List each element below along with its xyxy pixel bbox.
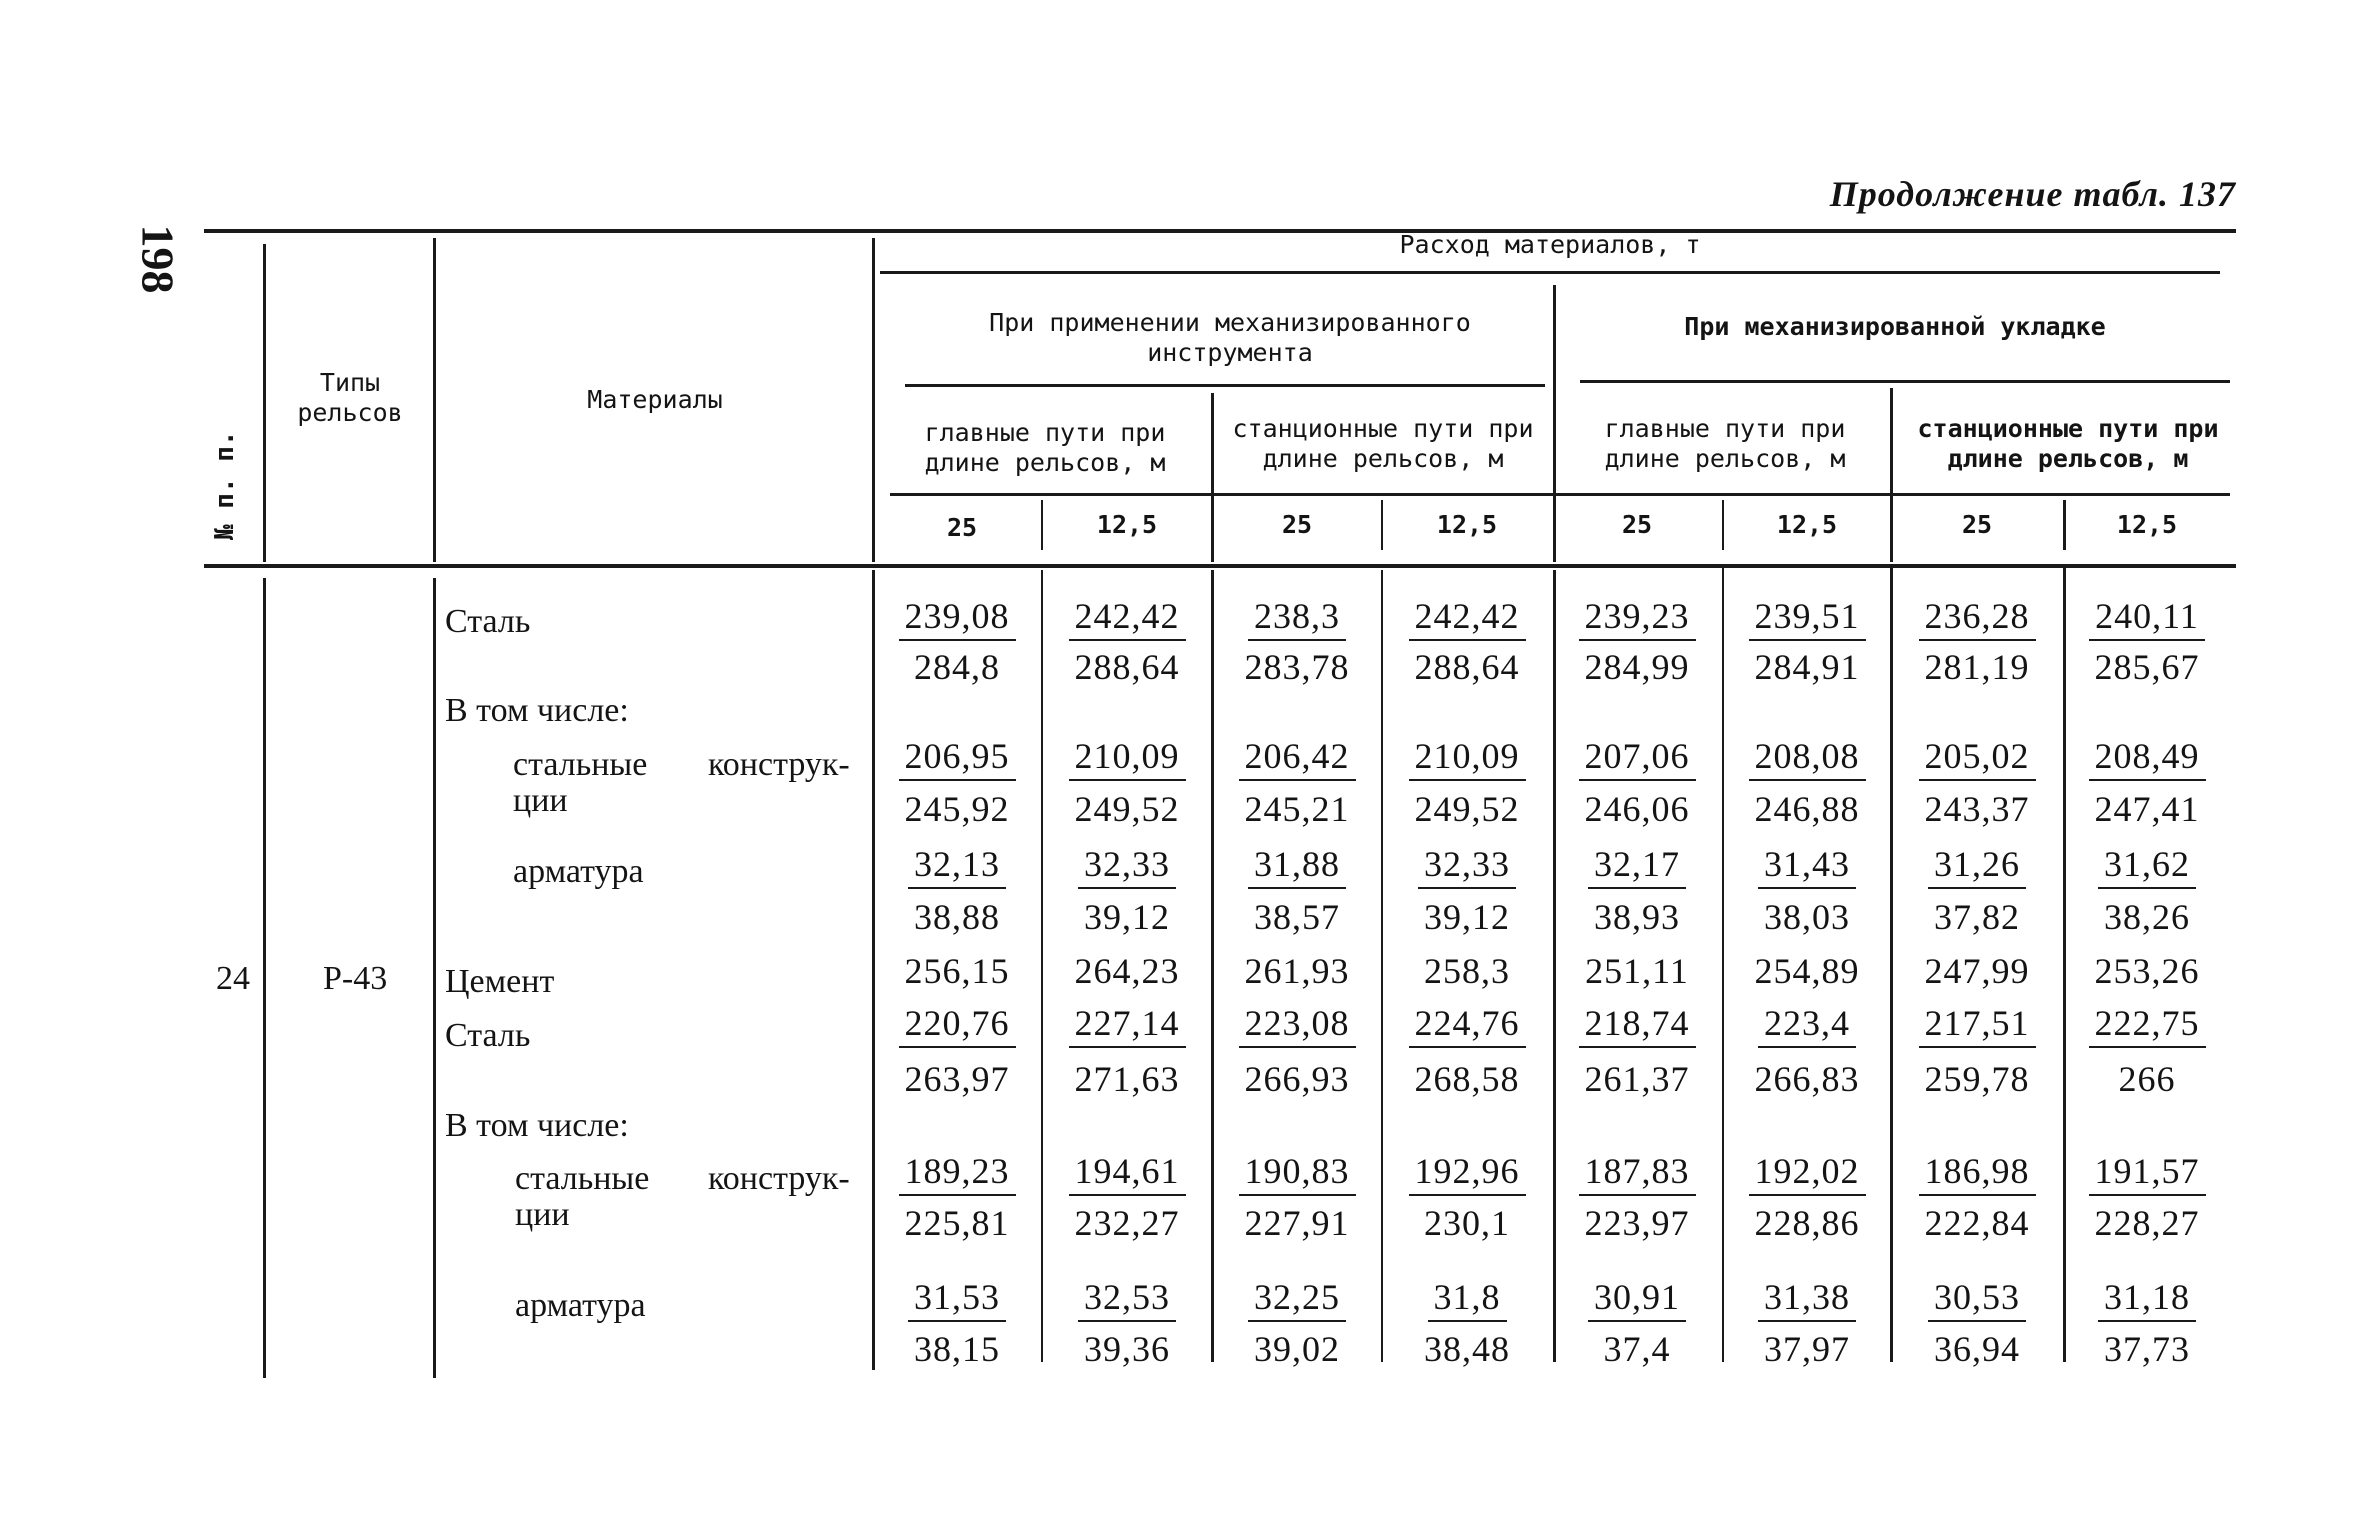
value-text: 32,53 — [1078, 1276, 1176, 1322]
rail-type: Р-43 — [323, 960, 388, 997]
value-cell — [1902, 1150, 2052, 1196]
sub-station-tool-header: станционные пути при длине рельсов, м — [1232, 414, 1534, 473]
value-cell — [2072, 1276, 2222, 1322]
value-cell — [882, 843, 1032, 889]
value-cell — [1732, 646, 1882, 688]
value-text: 223,08 — [1239, 1002, 1356, 1048]
value-cell — [1392, 1328, 1542, 1370]
value-cell — [1392, 843, 1542, 889]
value-cell — [1052, 788, 1202, 830]
value-text: 284,99 — [1584, 647, 1690, 687]
value-cell — [2072, 843, 2222, 889]
value-text: 37,82 — [1934, 897, 2020, 937]
value-text: 245,92 — [904, 789, 1010, 829]
value-cell — [1052, 1328, 1202, 1370]
value-text: 266 — [2118, 1059, 2176, 1099]
value-text: 32,33 — [1078, 843, 1176, 889]
length-header: 25 — [946, 513, 978, 542]
group-tool-rule — [905, 384, 1545, 387]
value-text: 36,94 — [1934, 1329, 2020, 1369]
value-text: 38,48 — [1424, 1329, 1510, 1369]
value-text: 242,42 — [1069, 595, 1186, 641]
value-text: 208,08 — [1749, 735, 1866, 781]
value-cell — [2072, 1058, 2222, 1100]
value-text: 224,76 — [1409, 1002, 1526, 1048]
material-constructions-cont: конструк- — [708, 1160, 850, 1197]
material-constructions-end: ции — [515, 1196, 570, 1233]
value-cell — [1052, 896, 1202, 938]
header-vline-6 — [1890, 388, 1893, 562]
value-cell — [1732, 1150, 1882, 1196]
value-cell — [1902, 735, 2052, 781]
length-header: 12,5 — [1776, 510, 1838, 539]
value-cell — [1732, 896, 1882, 938]
sub-main-mech-header: главные пути при длине рельсов, м — [1604, 414, 1846, 473]
value-text: 31,53 — [908, 1276, 1006, 1322]
value-cell — [1902, 646, 2052, 688]
value-cell — [1052, 1150, 1202, 1196]
value-text: 247,41 — [2094, 789, 2200, 829]
row-number: 24 — [216, 960, 250, 997]
value-text: 228,27 — [2094, 1203, 2200, 1243]
value-text: 251,11 — [1585, 951, 1689, 991]
value-text: 189,23 — [899, 1150, 1016, 1196]
value-text: 246,06 — [1584, 789, 1690, 829]
consumption-header: Расход материалов, т — [1399, 230, 1701, 259]
value-cell — [2072, 950, 2222, 992]
value-text: 37,73 — [2104, 1329, 2190, 1369]
value-text: 220,76 — [899, 1002, 1016, 1048]
value-cell — [1562, 1150, 1712, 1196]
value-cell — [882, 788, 1032, 830]
value-cell — [2072, 896, 2222, 938]
value-text: 192,02 — [1749, 1150, 1866, 1196]
body-vline-10 — [2063, 565, 2066, 1362]
value-cell — [1222, 950, 1372, 992]
value-cell — [1902, 1202, 2052, 1244]
value-text: 256,15 — [904, 951, 1010, 991]
value-cell — [882, 1276, 1032, 1322]
value-text: 281,19 — [1924, 647, 2030, 687]
body-vline-3 — [872, 570, 875, 1370]
value-text: 230,1 — [1424, 1203, 1510, 1243]
body-vline-8 — [1722, 565, 1724, 1362]
body-vline-5 — [1211, 570, 1214, 1362]
value-text: 285,67 — [2094, 647, 2200, 687]
value-text: 232,27 — [1074, 1203, 1180, 1243]
body-vline-9 — [1890, 565, 1893, 1362]
value-text: 38,15 — [914, 1329, 1000, 1369]
value-cell — [1392, 1002, 1542, 1048]
value-cell — [1222, 1276, 1372, 1322]
value-text: 249,52 — [1414, 789, 1520, 829]
table-caption: Продолжение табл. 137 — [1829, 174, 2236, 214]
value-text: 218,74 — [1579, 1002, 1696, 1048]
value-text: 37,97 — [1764, 1329, 1850, 1369]
value-text: 30,91 — [1588, 1276, 1686, 1322]
value-text: 288,64 — [1414, 647, 1520, 687]
value-text: 207,06 — [1579, 735, 1696, 781]
value-text: 266,93 — [1244, 1059, 1350, 1099]
value-cell — [1052, 735, 1202, 781]
material-steel: Сталь — [445, 1017, 531, 1054]
value-text: 38,57 — [1254, 897, 1340, 937]
value-text: 283,78 — [1244, 647, 1350, 687]
value-cell — [1052, 1058, 1202, 1100]
value-cell — [1562, 646, 1712, 688]
value-text: 223,4 — [1758, 1002, 1856, 1048]
value-cell — [1392, 788, 1542, 830]
value-text: 39,12 — [1084, 897, 1170, 937]
value-text: 271,63 — [1074, 1059, 1180, 1099]
value-text: 39,36 — [1084, 1329, 1170, 1369]
value-text: 31,88 — [1248, 843, 1346, 889]
header-vline-10 — [2063, 500, 2066, 550]
material-including: В том числе: — [445, 1107, 629, 1144]
value-text: 246,88 — [1754, 789, 1860, 829]
value-cell — [2072, 1328, 2222, 1370]
col-materials-header: Материалы — [587, 385, 723, 414]
value-text: 30,53 — [1928, 1276, 2026, 1322]
col-num-header: № п. п. — [210, 430, 240, 540]
value-cell — [1052, 646, 1202, 688]
value-text: 31,26 — [1928, 843, 2026, 889]
value-text: 259,78 — [1924, 1059, 2030, 1099]
value-text: 243,37 — [1924, 789, 2030, 829]
value-cell — [1902, 950, 2052, 992]
value-cell — [1732, 1202, 1882, 1244]
value-cell — [1562, 788, 1712, 830]
value-cell — [1902, 843, 2052, 889]
material-constructions: стальные — [513, 746, 648, 783]
value-cell — [1052, 595, 1202, 641]
value-text: 39,12 — [1424, 897, 1510, 937]
value-cell — [1732, 1276, 1882, 1322]
value-text: 239,51 — [1749, 595, 1866, 641]
value-cell — [1222, 735, 1372, 781]
value-cell — [1732, 1058, 1882, 1100]
value-cell — [882, 896, 1032, 938]
value-text: 268,58 — [1414, 1059, 1520, 1099]
subgroup-rule — [890, 493, 2230, 496]
value-text: 223,97 — [1584, 1203, 1690, 1243]
value-cell — [1902, 595, 2052, 641]
group-tool-header: При применении механизированного инструмента — [989, 308, 1471, 367]
header-vline-2 — [433, 238, 436, 562]
header-vline-3 — [872, 238, 875, 562]
material-rebar: арматура — [513, 853, 644, 890]
value-cell — [1562, 950, 1712, 992]
material-constructions-cont: конструк- — [708, 746, 850, 783]
col-rail-header: Типы рельсов — [297, 368, 403, 427]
value-cell — [1052, 843, 1202, 889]
value-text: 38,03 — [1764, 897, 1850, 937]
value-cell — [882, 1202, 1032, 1244]
value-cell — [1392, 595, 1542, 641]
value-cell — [1562, 1328, 1712, 1370]
value-cell — [1222, 1002, 1372, 1048]
sub-main-tool-header: главные пути при длине рельсов, м — [924, 418, 1166, 477]
value-text: 190,83 — [1239, 1150, 1356, 1196]
value-cell — [1732, 735, 1882, 781]
value-text: 239,23 — [1579, 595, 1696, 641]
value-cell — [1392, 1276, 1542, 1322]
value-cell — [2072, 1150, 2222, 1196]
value-cell — [1732, 1328, 1882, 1370]
body-vline-1 — [263, 578, 266, 1378]
value-cell — [1902, 1002, 2052, 1048]
header-vline-7 — [1041, 500, 1043, 550]
value-text: 205,02 — [1919, 735, 2036, 781]
value-text: 253,26 — [2094, 951, 2200, 991]
body-vline-6 — [1381, 570, 1383, 1362]
value-cell — [2072, 1002, 2222, 1048]
value-text: 210,09 — [1069, 735, 1186, 781]
value-text: 206,42 — [1239, 735, 1356, 781]
value-cell — [1732, 950, 1882, 992]
value-text: 264,23 — [1074, 951, 1180, 991]
value-cell — [1222, 843, 1372, 889]
header-bottom-rule — [204, 564, 2236, 568]
value-cell — [1562, 843, 1712, 889]
value-text: 240,11 — [2089, 595, 2205, 641]
value-cell — [2072, 1202, 2222, 1244]
value-text: 284,91 — [1754, 647, 1860, 687]
value-text: 191,57 — [2089, 1150, 2206, 1196]
value-cell — [1392, 1150, 1542, 1196]
value-text: 239,08 — [899, 595, 1016, 641]
value-cell — [1392, 950, 1542, 992]
value-cell — [882, 646, 1032, 688]
value-cell — [1222, 595, 1372, 641]
value-text: 31,8 — [1428, 1276, 1507, 1322]
value-cell — [1732, 595, 1882, 641]
value-text: 37,4 — [1603, 1329, 1671, 1369]
value-text: 249,52 — [1074, 789, 1180, 829]
value-text: 38,93 — [1594, 897, 1680, 937]
value-text: 228,86 — [1754, 1203, 1860, 1243]
value-text: 222,84 — [1924, 1203, 2030, 1243]
value-cell — [1222, 1058, 1372, 1100]
value-cell — [1562, 1058, 1712, 1100]
value-cell — [1052, 1202, 1202, 1244]
value-cell — [1732, 788, 1882, 830]
material-steel: Сталь — [445, 603, 531, 640]
value-cell — [882, 595, 1032, 641]
value-cell — [1562, 1202, 1712, 1244]
header-vline-1 — [263, 244, 266, 562]
length-header: 12,5 — [1096, 510, 1158, 539]
value-text: 208,49 — [2089, 735, 2206, 781]
value-text: 206,95 — [899, 735, 1016, 781]
value-text: 38,26 — [2104, 897, 2190, 937]
value-cell — [1222, 646, 1372, 688]
body-vline-2 — [433, 578, 436, 1378]
value-cell — [2072, 646, 2222, 688]
value-cell — [1732, 843, 1882, 889]
sub-station-mech-header: станционные пути при длине рельсов, м — [1917, 414, 2219, 473]
length-header: 25 — [1621, 510, 1653, 539]
material-cement: Цемент — [445, 963, 555, 1000]
value-cell — [882, 950, 1032, 992]
value-text: 210,09 — [1409, 735, 1526, 781]
value-cell — [882, 1150, 1032, 1196]
value-text: 225,81 — [904, 1203, 1010, 1243]
value-text: 247,99 — [1924, 951, 2030, 991]
value-text: 32,13 — [908, 843, 1006, 889]
material-rebar: арматура — [515, 1287, 646, 1324]
length-header: 25 — [1961, 510, 1993, 539]
value-text: 266,83 — [1754, 1059, 1860, 1099]
value-cell — [1562, 595, 1712, 641]
value-cell — [1222, 896, 1372, 938]
value-text: 254,89 — [1754, 951, 1860, 991]
value-cell — [2072, 788, 2222, 830]
value-text: 227,91 — [1244, 1203, 1350, 1243]
value-cell — [1562, 1002, 1712, 1048]
value-text: 261,37 — [1584, 1059, 1690, 1099]
value-text: 31,18 — [2098, 1276, 2196, 1322]
value-text: 31,43 — [1758, 843, 1856, 889]
value-text: 238,3 — [1248, 595, 1346, 641]
body-vline-4 — [1041, 570, 1043, 1362]
value-cell — [2072, 735, 2222, 781]
value-cell — [1902, 1058, 2052, 1100]
value-cell — [882, 1002, 1032, 1048]
value-cell — [1902, 1276, 2052, 1322]
value-text: 284,8 — [914, 647, 1000, 687]
value-text: 32,25 — [1248, 1276, 1346, 1322]
value-text: 187,83 — [1579, 1150, 1696, 1196]
value-text: 288,64 — [1074, 647, 1180, 687]
value-cell — [1222, 1202, 1372, 1244]
value-text: 39,02 — [1254, 1329, 1340, 1369]
value-text: 227,14 — [1069, 1002, 1186, 1048]
value-text: 186,98 — [1919, 1150, 2036, 1196]
length-header: 12,5 — [1436, 510, 1498, 539]
group-mech-header: При механизированной укладке — [1684, 312, 2106, 341]
value-cell — [1732, 1002, 1882, 1048]
value-cell — [1052, 1002, 1202, 1048]
value-cell — [1052, 950, 1202, 992]
value-cell — [1902, 788, 2052, 830]
value-text: 38,88 — [914, 897, 1000, 937]
value-cell — [1562, 1276, 1712, 1322]
value-cell — [1222, 1328, 1372, 1370]
header-vline-4 — [1553, 285, 1556, 562]
value-text: 236,28 — [1919, 595, 2036, 641]
value-text: 192,96 — [1409, 1150, 1526, 1196]
value-cell — [882, 1328, 1032, 1370]
value-cell — [1392, 735, 1542, 781]
value-cell — [882, 1058, 1032, 1100]
material-including: В том числе: — [445, 692, 629, 729]
value-text: 32,17 — [1588, 843, 1686, 889]
value-cell — [1392, 1202, 1542, 1244]
value-text: 258,3 — [1424, 951, 1510, 991]
value-cell — [1562, 896, 1712, 938]
value-cell — [1392, 896, 1542, 938]
value-text: 261,93 — [1244, 951, 1350, 991]
value-text: 31,62 — [2098, 843, 2196, 889]
value-cell — [1902, 1328, 2052, 1370]
value-cell — [1392, 1058, 1542, 1100]
value-text: 31,38 — [1758, 1276, 1856, 1322]
value-text: 217,51 — [1919, 1002, 2036, 1048]
group-mech-rule — [1580, 380, 2230, 383]
length-header: 12,5 — [2116, 510, 2178, 539]
header-vline-8 — [1381, 500, 1383, 550]
value-text: 242,42 — [1409, 595, 1526, 641]
value-text: 194,61 — [1069, 1150, 1186, 1196]
header-vline-9 — [1722, 500, 1724, 550]
value-cell — [1222, 1150, 1372, 1196]
value-cell — [882, 735, 1032, 781]
header-vline-5 — [1211, 393, 1214, 562]
length-header: 25 — [1281, 510, 1313, 539]
body-vline-7 — [1553, 570, 1556, 1362]
value-text: 222,75 — [2089, 1002, 2206, 1048]
page-number: 198 — [132, 224, 184, 294]
value-cell — [1902, 896, 2052, 938]
value-cell — [1052, 1276, 1202, 1322]
value-cell — [1392, 646, 1542, 688]
material-constructions: стальные — [515, 1160, 650, 1197]
value-cell — [1222, 788, 1372, 830]
value-text: 32,33 — [1418, 843, 1516, 889]
value-text: 245,21 — [1244, 789, 1350, 829]
consumption-rule — [880, 271, 2220, 274]
material-constructions-end: ции — [513, 782, 568, 819]
value-text: 263,97 — [904, 1059, 1010, 1099]
value-cell — [2072, 595, 2222, 641]
value-cell — [1562, 735, 1712, 781]
